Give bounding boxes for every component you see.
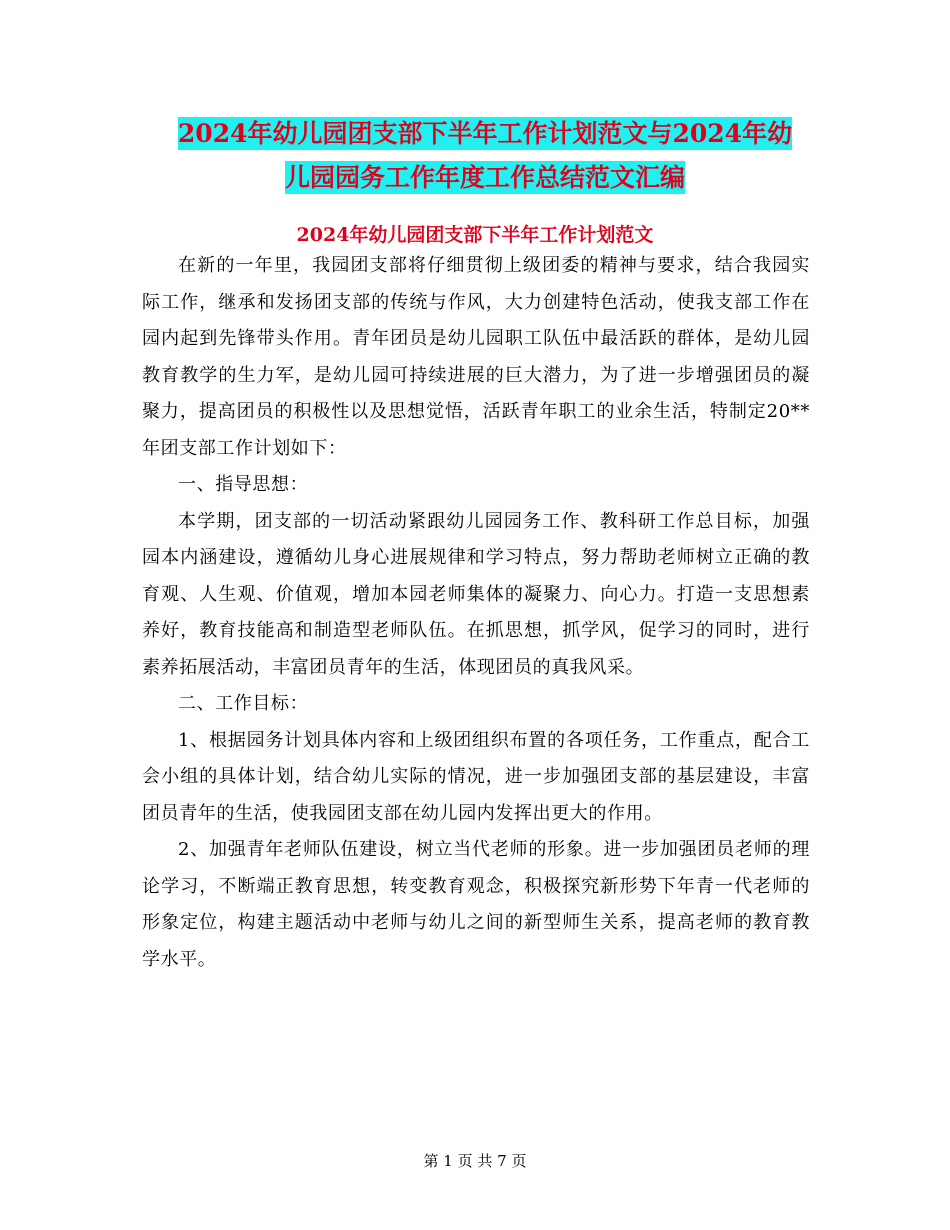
heading-work-goals: 二、工作目标： xyxy=(178,693,309,714)
heading-guiding-thought: 一、指导思想： xyxy=(178,474,309,495)
document-title xyxy=(140,112,830,200)
paragraph-goal-1: 1、根据园务计划具体内容和上级团组织布置的各项任务，工作重点，配合工会小组的具体计划，结合幼儿实际的情况，进一步加强团支部的基层建设，丰富团员青年的生活，使我园团支部在幼儿园内发挥出更大的作用。 xyxy=(142,729,810,824)
paragraph-goal-2: 2、加强青年老师队伍建设，树立当代老师的形象。进一步加强团员老师的理论学习，不断端正教育思想，转变教育观念，积极探究新形势下年青一代老师的形象定位，构建主题活动中老师与幼儿之间的新型师生关系，提高老师的教育教学水平。 xyxy=(142,839,810,970)
paragraph-intro: 在新的一年里，我园团支部将仔细贯彻上级团委的精神与要求，结合我园实际工作，继承和发扬团支部的传统与作风，大力创建特色活动，使我支部工作在园内起到先锋带头作用。青年团员是幼儿园职工队伍中最活跃的群体，是幼儿园教育教学的生力军，是幼儿园可持续进展的巨大潜力，为了进一步增强团员的凝聚力，提高团员的积极性以及思想觉悟，活跃青年职工的业余生活，特制定20**年团支部工作计划如下： xyxy=(142,255,810,459)
document-title-line-2: 儿园园务工作年度工作总结范文汇编 xyxy=(284,163,685,192)
document-body xyxy=(142,248,810,978)
document-title-line-1: 2024年幼儿园团支部下半年工作计划范文与2024年幼 xyxy=(177,119,793,148)
page-number-footer: 第 1 页 共 7 页 xyxy=(423,1152,527,1170)
paragraph-guiding-thought: 本学期，团支部的一切活动紧跟幼儿园园务工作、教科研工作总目标，加强园本内涵建设，遵循幼儿身心进展规律和学习特点，努力帮助老师树立正确的教育观、人生观、价值观，增加本园老师集体的凝聚力、向心力。打造一支思想素养好，教育技能高和制造型老师队伍。在抓思想，抓学风，促学习的同时，进行素养拓展活动，丰富团员青年的生活，体现团员的真我风采。 xyxy=(142,510,810,678)
section-title: 2024年幼儿园团支部下半年工作计划范文 xyxy=(296,224,654,246)
